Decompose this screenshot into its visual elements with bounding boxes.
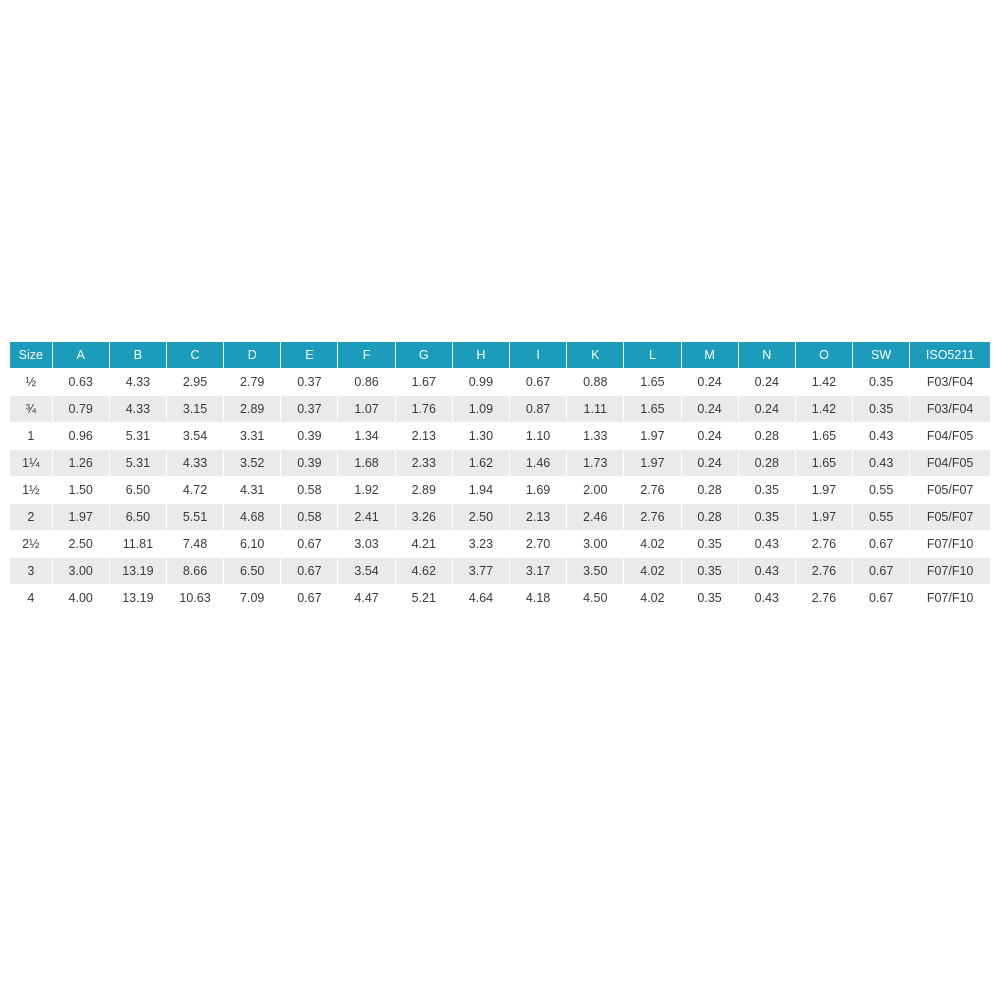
data-cell: 2.89 — [395, 477, 452, 504]
data-cell: 0.24 — [681, 369, 738, 396]
data-cell: 4.50 — [567, 585, 624, 612]
data-cell: 5.51 — [166, 504, 223, 531]
data-cell: 1.10 — [510, 423, 567, 450]
data-cell: 3.52 — [224, 450, 281, 477]
data-cell: F05/F07 — [910, 504, 990, 531]
data-cell: 0.35 — [681, 585, 738, 612]
table-row — [10, 369, 990, 396]
data-cell: 1.65 — [624, 369, 681, 396]
data-cell: 2.89 — [224, 396, 281, 423]
data-cell: 0.63 — [52, 369, 109, 396]
data-cell: 13.19 — [109, 558, 166, 585]
data-cell: 0.67 — [853, 585, 910, 612]
data-cell: 3.50 — [567, 558, 624, 585]
data-cell: 11.81 — [109, 531, 166, 558]
data-cell: 0.39 — [281, 423, 338, 450]
data-cell: 1.62 — [452, 450, 509, 477]
row-size-cell: 2½ — [10, 531, 52, 558]
data-cell: 2.13 — [395, 423, 452, 450]
column-header-m: M — [681, 342, 738, 369]
data-cell: 7.48 — [166, 531, 223, 558]
data-cell: 4.18 — [510, 585, 567, 612]
data-cell: 0.35 — [681, 558, 738, 585]
column-header-e: E — [281, 342, 338, 369]
data-cell: 3.00 — [567, 531, 624, 558]
data-cell: 0.43 — [738, 531, 795, 558]
data-cell: 7.09 — [224, 585, 281, 612]
table-row — [10, 558, 990, 585]
row-size-cell: 3 — [10, 558, 52, 585]
data-cell: 0.43 — [853, 450, 910, 477]
data-cell: 4.02 — [624, 585, 681, 612]
data-cell: F05/F07 — [910, 477, 990, 504]
data-cell: 1.97 — [624, 423, 681, 450]
data-cell: 1.97 — [52, 504, 109, 531]
data-cell: 2.13 — [510, 504, 567, 531]
column-header-a: A — [52, 342, 109, 369]
data-cell: 0.67 — [281, 585, 338, 612]
data-cell: 1.76 — [395, 396, 452, 423]
data-cell: 3.15 — [166, 396, 223, 423]
table-row — [10, 504, 990, 531]
column-header-l: L — [624, 342, 681, 369]
data-cell: 0.35 — [738, 477, 795, 504]
data-cell: 4.33 — [109, 396, 166, 423]
data-cell: 2.95 — [166, 369, 223, 396]
data-cell: 1.07 — [338, 396, 395, 423]
column-header-sw: SW — [853, 342, 910, 369]
data-cell: 4.02 — [624, 531, 681, 558]
data-cell: 2.76 — [795, 558, 852, 585]
table-header — [10, 342, 990, 369]
data-cell: 10.63 — [166, 585, 223, 612]
data-cell: 3.26 — [395, 504, 452, 531]
table-row — [10, 585, 990, 612]
data-cell: 4.47 — [338, 585, 395, 612]
data-cell: 4.21 — [395, 531, 452, 558]
data-cell: 0.67 — [510, 369, 567, 396]
data-cell: 5.31 — [109, 423, 166, 450]
column-header-f: F — [338, 342, 395, 369]
data-cell: 1.09 — [452, 396, 509, 423]
data-cell: 0.28 — [681, 504, 738, 531]
valve-dimensions-table — [10, 342, 990, 611]
data-cell: 1.33 — [567, 423, 624, 450]
data-cell: 0.24 — [738, 396, 795, 423]
column-header-iso5211: ISO5211 — [910, 342, 990, 369]
data-cell: 0.58 — [281, 504, 338, 531]
data-cell: 3.17 — [510, 558, 567, 585]
data-cell: 1.65 — [795, 450, 852, 477]
column-header-g: G — [395, 342, 452, 369]
data-cell: 0.79 — [52, 396, 109, 423]
table-row — [10, 423, 990, 450]
data-cell: 1.50 — [52, 477, 109, 504]
data-cell: 4.72 — [166, 477, 223, 504]
header-row — [10, 342, 990, 369]
data-cell: 0.55 — [853, 504, 910, 531]
data-cell: 1.92 — [338, 477, 395, 504]
data-cell: 0.88 — [567, 369, 624, 396]
data-cell: 5.21 — [395, 585, 452, 612]
data-cell: 0.86 — [338, 369, 395, 396]
data-cell: 6.50 — [109, 477, 166, 504]
data-cell: 1.42 — [795, 396, 852, 423]
data-cell: 2.76 — [624, 504, 681, 531]
data-cell: 1.97 — [795, 477, 852, 504]
data-cell: 0.67 — [281, 558, 338, 585]
data-cell: F07/F10 — [910, 531, 990, 558]
data-cell: 4.68 — [224, 504, 281, 531]
data-cell: 4.31 — [224, 477, 281, 504]
data-cell: 2.79 — [224, 369, 281, 396]
data-cell: 1.97 — [795, 504, 852, 531]
data-cell: 2.33 — [395, 450, 452, 477]
data-cell: 0.35 — [681, 531, 738, 558]
column-header-c: C — [166, 342, 223, 369]
data-cell: 0.24 — [681, 423, 738, 450]
data-cell: 4.62 — [395, 558, 452, 585]
data-cell: 13.19 — [109, 585, 166, 612]
data-cell: 1.42 — [795, 369, 852, 396]
data-cell: 0.43 — [738, 558, 795, 585]
column-header-b: B — [109, 342, 166, 369]
table-row — [10, 450, 990, 477]
data-cell: F07/F10 — [910, 558, 990, 585]
column-header-n: N — [738, 342, 795, 369]
data-cell: 0.37 — [281, 369, 338, 396]
data-cell: 0.55 — [853, 477, 910, 504]
data-cell: 4.64 — [452, 585, 509, 612]
table-row — [10, 531, 990, 558]
data-cell: 0.35 — [853, 369, 910, 396]
row-size-cell: ¾ — [10, 396, 52, 423]
table-row — [10, 477, 990, 504]
data-cell: 4.33 — [166, 450, 223, 477]
data-cell: 4.02 — [624, 558, 681, 585]
row-size-cell: 2 — [10, 504, 52, 531]
data-cell: 6.50 — [109, 504, 166, 531]
data-cell: 1.11 — [567, 396, 624, 423]
row-size-cell: 1¼ — [10, 450, 52, 477]
table-body — [10, 369, 990, 612]
data-cell: 4.33 — [109, 369, 166, 396]
data-cell: 1.73 — [567, 450, 624, 477]
data-cell: 3.54 — [166, 423, 223, 450]
data-cell: 0.28 — [738, 450, 795, 477]
row-size-cell: 1½ — [10, 477, 52, 504]
data-cell: 0.28 — [681, 477, 738, 504]
data-cell: F07/F10 — [910, 585, 990, 612]
data-cell: 0.24 — [681, 450, 738, 477]
data-cell: 0.35 — [738, 504, 795, 531]
column-header-size: Size — [10, 342, 52, 369]
data-cell: 1.34 — [338, 423, 395, 450]
data-cell: 0.24 — [681, 396, 738, 423]
data-cell: 0.43 — [738, 585, 795, 612]
data-cell: 1.46 — [510, 450, 567, 477]
data-cell: 2.46 — [567, 504, 624, 531]
data-cell: 1.97 — [624, 450, 681, 477]
data-cell: 0.43 — [853, 423, 910, 450]
data-cell: 0.67 — [853, 558, 910, 585]
data-cell: 2.50 — [452, 504, 509, 531]
data-cell: 1.26 — [52, 450, 109, 477]
data-cell: 2.00 — [567, 477, 624, 504]
row-size-cell: ½ — [10, 369, 52, 396]
data-cell: 0.37 — [281, 396, 338, 423]
data-cell: 2.76 — [795, 585, 852, 612]
data-cell: 6.50 — [224, 558, 281, 585]
column-header-i: I — [510, 342, 567, 369]
data-cell: 0.99 — [452, 369, 509, 396]
data-cell: 3.54 — [338, 558, 395, 585]
data-cell: 0.67 — [853, 531, 910, 558]
column-header-o: O — [795, 342, 852, 369]
data-cell: 2.70 — [510, 531, 567, 558]
column-header-d: D — [224, 342, 281, 369]
table-row — [10, 396, 990, 423]
data-cell: 1.30 — [452, 423, 509, 450]
data-cell: F04/F05 — [910, 423, 990, 450]
data-cell: 0.24 — [738, 369, 795, 396]
data-cell: 2.41 — [338, 504, 395, 531]
data-cell: 0.96 — [52, 423, 109, 450]
data-cell: 0.28 — [738, 423, 795, 450]
data-cell: 0.58 — [281, 477, 338, 504]
data-cell: 2.76 — [624, 477, 681, 504]
data-cell: 2.76 — [795, 531, 852, 558]
data-cell: 2.50 — [52, 531, 109, 558]
data-cell: 1.67 — [395, 369, 452, 396]
data-cell: 8.66 — [166, 558, 223, 585]
column-header-h: H — [452, 342, 509, 369]
data-cell: 1.68 — [338, 450, 395, 477]
data-cell: 6.10 — [224, 531, 281, 558]
data-cell: 3.23 — [452, 531, 509, 558]
data-cell: 3.77 — [452, 558, 509, 585]
row-size-cell: 4 — [10, 585, 52, 612]
data-cell: 4.00 — [52, 585, 109, 612]
data-cell: 0.39 — [281, 450, 338, 477]
data-cell: 3.03 — [338, 531, 395, 558]
row-size-cell: 1 — [10, 423, 52, 450]
data-cell: 0.67 — [281, 531, 338, 558]
column-header-k: K — [567, 342, 624, 369]
data-cell: 3.31 — [224, 423, 281, 450]
data-cell: 0.35 — [853, 396, 910, 423]
data-cell: 5.31 — [109, 450, 166, 477]
data-cell: 1.69 — [510, 477, 567, 504]
data-cell: F03/F04 — [910, 396, 990, 423]
data-cell: 0.87 — [510, 396, 567, 423]
data-cell: 1.94 — [452, 477, 509, 504]
data-cell: F04/F05 — [910, 450, 990, 477]
data-cell: 3.00 — [52, 558, 109, 585]
data-cell: F03/F04 — [910, 369, 990, 396]
table-container — [10, 342, 990, 611]
data-cell: 1.65 — [795, 423, 852, 450]
data-cell: 1.65 — [624, 396, 681, 423]
